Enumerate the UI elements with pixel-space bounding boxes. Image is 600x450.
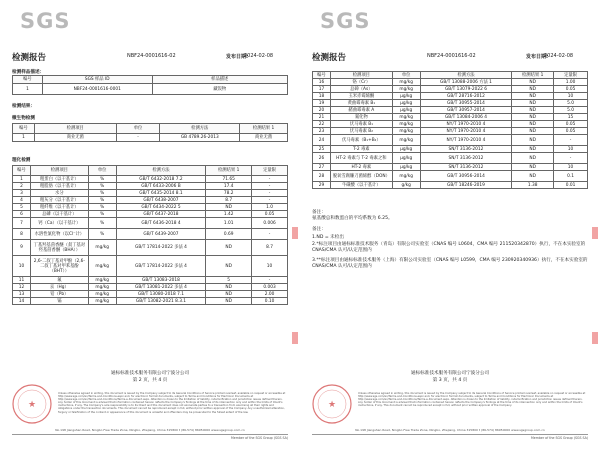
table-cell: 23 [313,128,331,135]
column-header: 检测项目 [34,124,116,134]
report-page-3 [302,2,598,448]
table-cell: - [252,190,288,197]
table-cell: mg/kg [392,79,420,86]
table-cell: GB/T 28716-2012 [420,93,512,100]
table-cell: mg/kg [88,291,116,298]
note-1: 1.ND = 未检出 [312,235,344,240]
table-cell: NY/T 1970-2010 4 [420,128,512,135]
table-cell: ND [512,121,554,128]
table-cell: ND [512,146,554,153]
table-cell: 0.01 [554,182,588,189]
table-cell: 汞（Hg） [30,284,88,291]
table-cell: 7 [13,218,31,229]
table-row [13,190,288,197]
table-cell: % [88,197,116,204]
table-cell: 3 [13,190,31,197]
table-cell: 28 [313,171,331,182]
table-cell: 10 [13,256,31,277]
table-cell: ND [512,114,554,121]
table-header-row [13,76,288,84]
column-header: 检测结果 1 [240,124,288,134]
table-cell: 0.10 [252,298,288,305]
table-cell: 24 [313,135,331,146]
table-row [13,204,288,211]
issue-date-label: 发布日期: [526,54,548,60]
table-cell: 21 [313,114,331,121]
table-row [313,164,588,171]
table-cell: 6 [13,211,31,218]
member-text: Member of the SGS Group (SGS SA) [231,436,288,440]
table-cell: 8 [13,229,31,240]
table-cell: 1.01 [206,218,252,229]
table-cell: mg/kg [88,277,116,284]
table-row [13,197,288,204]
table-cell: 粗灰分（以干基计） [30,197,88,204]
table-row [13,229,288,240]
table-cell: 伏马毒素 B₂ [330,128,392,135]
table-cell: ND [512,100,554,107]
remarks-title: 备注： [312,210,326,215]
table-cell: % [88,218,116,229]
table-cell: mg/kg [392,114,420,121]
issue-date-label: 发布日期: [226,54,248,60]
table-cell: 总磷（以干基计） [30,211,88,218]
table-cell: mg/kg [392,121,420,128]
table-row [13,134,288,142]
table-cell: 粗纤维（以干基计） [30,204,88,211]
table-cell: ND [206,291,252,298]
table-row [313,182,588,189]
page-edge-stamp [292,332,298,344]
page-edge-stamp [592,332,598,344]
table-cell: ND [206,204,252,211]
table-cell: 5 [206,277,252,284]
company-seal [310,382,354,426]
table-header-row [313,72,588,79]
column-header: 单位 [88,166,116,176]
table-cell: HT-2 毒素 [330,164,392,171]
table-cell: ND [512,171,554,182]
table-row [313,100,588,107]
table-cell: % [88,211,116,218]
table-cell: ND [512,153,554,164]
note-2: 2.*标注项目由通标标准技术服务（青岛）有限公司实验室（CNAS 编号 L0604，CMA 编号 211520342870）执行，不在本实验室的 CNAS/CMA 认可/认定范围内 [312,242,586,254]
table-cell: 藏饭物 [152,84,287,95]
table-cell: - [554,135,588,146]
table-row [313,135,588,146]
table-cell: mg/kg [88,284,116,291]
table-cell: GB/T 6436-2018 4 [116,218,206,229]
table-header-row [13,124,288,134]
table-row [13,277,288,284]
table-cell: 14 [13,298,31,305]
table-cell: 2,6-二叔丁基对甲酚（2,6-二叔丁基对甲苯基酚（BHT）） [30,256,88,277]
table-cell: GB/T 13084-2006 4 [420,114,512,121]
table-cell: % [88,176,116,183]
column-header: 检测方法 [116,166,206,176]
table-cell: 0.05 [554,128,588,135]
table-cell: ND [512,93,554,100]
table-row [13,183,288,190]
table-cell: 0.05 [554,121,588,128]
table-cell: μg/kg [392,146,420,153]
table-cell: GB/T 30956-2014 [420,171,512,182]
table-cell: 5 [13,204,31,211]
table-row [313,121,588,128]
table-cell: GB/T 6437-2018 [116,211,206,218]
column-header: SGS 样品 ID [42,76,152,84]
table-cell: 78.2 [206,190,252,197]
table-cell: - [554,153,588,164]
table-cell: ND [206,256,252,277]
table-cell: GB/T 6438-2007 [116,197,206,204]
table-cell: mg/kg [392,128,420,135]
table-cell: μg/kg [392,164,420,171]
table-cell: 1.42 [206,211,252,218]
column-header: 检测方法 [160,124,240,134]
table-cell: 氰化物 [330,114,392,121]
table-cell: 2 [13,183,31,190]
column-header: 单位 [116,124,160,134]
table-cell: GB 4789.26-2013 [160,134,240,142]
table-cell: ND [512,79,554,86]
table-cell: 8.7 [252,240,288,256]
column-header: 定量限 [252,166,288,176]
company-address: No.198 Jiangshan Road, Ningbo Free Trade Zone, Ningbo, Zhejiang, China 315800 t (86-574) 86950000 www.sgsgroup.com.cn [55,428,245,432]
table-cell: 铅（Pb） [30,291,88,298]
table-cell: 0.006 [252,218,288,229]
table-cell: 玉米赤霉烯酮 [330,93,392,100]
table-cell: GB/T 17814-2022 多法 4 [116,240,206,256]
table-cell: 铬（Cr） [330,79,392,86]
table-cell: NBF24-0001616-0001 [42,84,152,95]
results-table-continued [312,71,588,189]
table-cell: 丁基羟基茴香醚（叔丁基对羟基茴香醚（BHA）） [30,240,88,256]
table-cell: 11 [13,277,31,284]
table-cell: ND [206,298,252,305]
column-header: 编号 [13,124,35,134]
report-number: NBF24-0001616-02 [127,53,176,59]
table-cell: 71.65 [206,176,252,183]
table-row [13,256,288,277]
micro-section-title: 微生物检测 [12,116,35,121]
table-cell: - [252,183,288,190]
table-row [13,218,288,229]
table-cell: 0.003 [252,284,288,291]
column-header: 检测方法 [420,72,512,79]
table-cell: ND [512,128,554,135]
table-header-row [13,166,288,176]
table-cell: 25 [313,146,331,153]
table-row [313,86,588,93]
sgs-logo: SGS [20,9,71,33]
table-cell: 9 [13,240,31,256]
table-cell: 总砷（As） [330,86,392,93]
table-cell: 1 [13,134,35,142]
table-cell: 氟 [30,277,88,284]
table-cell: 赭曲霉毒素 A [330,107,392,114]
table-cell: mg/kg [88,298,116,305]
table-cell: mg/kg [392,86,420,93]
footer-page: 第 3 页，共 4 页 [432,378,468,383]
issue-date: 2024-02-08 [544,53,574,59]
table-cell: 8.7 [206,197,252,204]
table-cell: 15 [554,114,588,121]
table-cell: 27 [313,164,331,171]
sgs-logo: SGS [320,9,371,33]
table-cell: ND [512,135,554,146]
table-cell: ND [512,107,554,114]
table-cell: GB/T 6434-2022 5 [116,204,206,211]
table-cell: 10 [252,256,288,277]
table-cell: 12 [13,284,31,291]
table-cell: 1.00 [554,79,588,86]
table-cell: GB/T 6432-2018 7.2 [116,176,206,183]
micro-table [12,123,288,142]
column-header: 检测项目 [330,72,392,79]
table-row [13,84,288,95]
table-cell: % [88,190,116,197]
table-cell: ND [512,164,554,171]
table-cell: 10 [554,93,588,100]
svg-text:★: ★ [27,400,37,410]
table-cell: 伏马毒素 B₁ [330,121,392,128]
table-cell: 0.1 [554,171,588,182]
table-cell: mg/kg [88,240,116,256]
table-cell: 脱氧雪腐镰刀菌烯醇（DON） [330,171,392,182]
table-cell: GB/T 13082-2021 8.3.1 [116,298,206,305]
report-header [312,51,588,65]
issue-date: 2024-02-08 [244,53,274,59]
table-row [313,114,588,121]
table-row [13,284,288,291]
table-cell: 1 [13,176,31,183]
table-cell: 16 [313,79,331,86]
table-cell: NY/T 1970-2010 4 [420,135,512,146]
table-cell: 伏马毒素（B₁+B₂） [330,135,392,146]
page-edge-stamp [592,227,598,239]
column-header: 检测项目 [30,166,88,176]
table-cell: % [88,183,116,190]
table-row [313,79,588,86]
column-header: 定量限 [554,72,588,79]
company-seal [10,382,54,426]
company-address: No.198 Jiangshan Road, Ningbo Free Trade Zone, Ningbo, Zhejiang, China 315800 t (86-574) 86950000 www.sgsgroup.com.cn [355,428,545,432]
svg-text:★: ★ [327,400,337,410]
table-row [313,93,588,100]
table-cell: NY/T 1970-2010 4 [420,121,512,128]
table-cell: 22 [313,121,331,128]
column-header: 单位 [392,72,420,79]
table-cell: HT-2 毒素与 T-2 毒素之和 [330,153,392,164]
table-row [313,171,588,182]
table-cell: 钙（Ca）（以干基计） [30,218,88,229]
table-cell: 19 [313,100,331,107]
table-cell: μg/kg [392,100,420,107]
report-title: 检测报告 [12,53,47,63]
remark-1: 氨基酸总和数蛋白的平均系数为 6.25。 [312,216,393,221]
table-cell: μg/kg [392,93,420,100]
table-cell: - [252,197,288,204]
table-cell: GB/T 13081-2022 多法 4 [116,284,206,291]
column-header: 编号 [13,76,43,84]
column-header: 检测结果 1 [206,166,252,176]
notes-title: 备注： [312,227,326,232]
column-header: 样品描述 [152,76,287,84]
results-section-title: 检测结果： [12,104,35,109]
table-row [13,240,288,256]
legal-fine-print: Unless otherwise agreed in writing, this document is issued by the Company subject to its General Conditions of Service printed overleaf, available on request or accessible at http://www.sgs.com/en/Terms-and-Conditions.aspx and, for electronic format documents, subject to Terms and Conditions for Electronic Documents at http://www.sgs.com/en/Terms-and-Conditions/Terms-e-Document.aspx. Attention is drawn to the limitation of liability, indemnification and jurisdiction issues defined therein. Any holder of this document is advised that information contained hereon reflects the Company's findings at the time of its intervention only and within the limits of Client's instructions, if any. The Company's sole responsibility is to its Client and this document does not exonerate parties to a transaction from exercising all their rights and obligations under the transaction documents. This document cannot be reproduced except in full, without prior written approval of the Company. Any unauthorized alteration, forgery or falsification of the content or appearance of this document is unlawful and offenders may be prosecuted to the fullest extent of the law. [58,392,286,414]
table-cell: GB/T 6433-2006 B [116,183,206,190]
table-row [313,128,588,135]
table-cell: SN/T 3136-2012 [420,164,512,171]
table-cell: 0.69 [206,229,252,240]
report-header [12,51,288,65]
table-cell: GB/T 6439-2007 [116,229,206,240]
table-cell: 5.0 [554,107,588,114]
footer-divider [312,434,588,435]
table-cell: - [252,277,288,284]
table-cell: 17 [313,86,331,93]
table-cell: 2.00 [252,291,288,298]
table-cell: 水溶性氯化物（以Cl⁻计） [30,229,88,240]
footer-page: 第 2 页，共 4 页 [132,378,168,383]
chem-section-title: 理化检测 [12,158,31,163]
table-row [313,107,588,114]
sample-section-title: 检测样品描述： [12,70,45,75]
footer-divider [12,434,288,435]
table-cell: 商业无菌 [34,134,116,142]
table-cell: 0.05 [252,211,288,218]
table-cell: 10 [554,164,588,171]
column-header: 编号 [13,166,31,176]
note-3: 3.**标注项目由通标标准技术服务（上海）有限公司实验室（CNAS 编号 L0599，CMA 编号 230920340936）执行，不在本实验室的 CNAS/CMA 认可/认定范围内 [312,258,588,270]
table-row [13,211,288,218]
table-cell: - [252,176,288,183]
table-cell: 17.4 [206,183,252,190]
table-cell: ND [206,240,252,256]
table-cell: 4 [13,197,31,204]
sample-table [12,75,288,95]
table-cell: SN/T 3136-2012 [420,153,512,164]
table-row [13,291,288,298]
table-cell: GB/T 30955-2014 [420,100,512,107]
table-cell: GB/T 13080-2018 7.1 [116,291,206,298]
table-cell: 牛磺酸（以干基计） [330,182,392,189]
table-cell: 5.0 [554,100,588,107]
table-cell: GB/T 13079-2022 6 [420,86,512,93]
legal-fine-print: Unless otherwise agreed in writing, this document is issued by the Company subject to its General Conditions of Service printed overleaf, available on request or accessible at http://www.sgs.com/en/Terms-and-Conditions.aspx and, for electronic format documents, subject to Terms and Conditions for Electronic Documents at http://www.sgs.com/en/Terms-and-Conditions/Terms-e-Document.aspx. Attention is drawn to the limitation of liability, indemnification and jurisdiction issues defined therein. Any holder of this document is advised that information contained hereon reflects the Company's findings at the time of its intervention only and within the limits of Client's instructions, if any. This document cannot be reproduced except in full, without prior written approval of the Company. [358,392,586,408]
table-cell: SN/T 3136-2012 [420,146,512,153]
footer-company: 通标标准技术服务有限公司宁波分公司 [110,371,190,376]
column-header: 编号 [313,72,331,79]
table-cell: 镉 [30,298,88,305]
page-edge-stamp [292,227,298,239]
table-cell: 粗脂肪（以干基计） [30,183,88,190]
table-row [13,298,288,305]
table-cell: 26 [313,153,331,164]
table-cell: GB/T 13083-2018 [116,277,206,284]
table-cell: - [116,134,160,142]
member-text: Member of the SGS Group (SGS SA) [531,436,588,440]
table-cell: T-2 毒素 [330,146,392,153]
table-cell: mg/kg [392,135,420,146]
table-cell: GB/T 30957-2014 [420,107,512,114]
table-cell: % [88,204,116,211]
footer-company: 通标标准技术服务有限公司宁波分公司 [410,371,490,376]
table-row [313,153,588,164]
table-cell: mg/kg [392,171,420,182]
table-cell: 0.05 [554,86,588,93]
table-cell: 黄曲霉毒素 B₁ [330,100,392,107]
column-header: 检测结果 1 [512,72,554,79]
report-number: NBF24-0001616-02 [427,53,476,59]
table-cell: μg/kg [392,153,420,164]
table-cell: 1.0 [252,204,288,211]
table-cell: 1.38 [512,182,554,189]
table-cell: ND [512,86,554,93]
table-cell: 粗蛋白（以干基计） [30,176,88,183]
table-cell: - [252,229,288,240]
table-cell: 20 [313,107,331,114]
table-cell: GB/T 6435-2014 8.1 [116,190,206,197]
table-cell: 13 [13,291,31,298]
table-cell: 10 [554,146,588,153]
table-cell: g/kg [392,182,420,189]
table-cell: GB/T 17814-2022 多法 4 [116,256,206,277]
table-cell: ND [206,284,252,291]
table-cell: 29 [313,182,331,189]
report-page-2 [2,2,298,448]
report-title: 检测报告 [312,53,347,63]
table-cell: % [88,229,116,240]
table-cell: 水分 [30,190,88,197]
table-cell: 1 [13,84,43,95]
table-cell: GB/T 13088-2006 方法 1 [420,79,512,86]
table-cell: 商业无菌 [240,134,288,142]
table-cell: GB/T 18246-2019 [420,182,512,189]
table-row [313,146,588,153]
table-cell: 18 [313,93,331,100]
table-cell: μg/kg [392,107,420,114]
table-row [13,176,288,183]
table-cell: mg/kg [88,256,116,277]
chem-table [12,165,288,305]
